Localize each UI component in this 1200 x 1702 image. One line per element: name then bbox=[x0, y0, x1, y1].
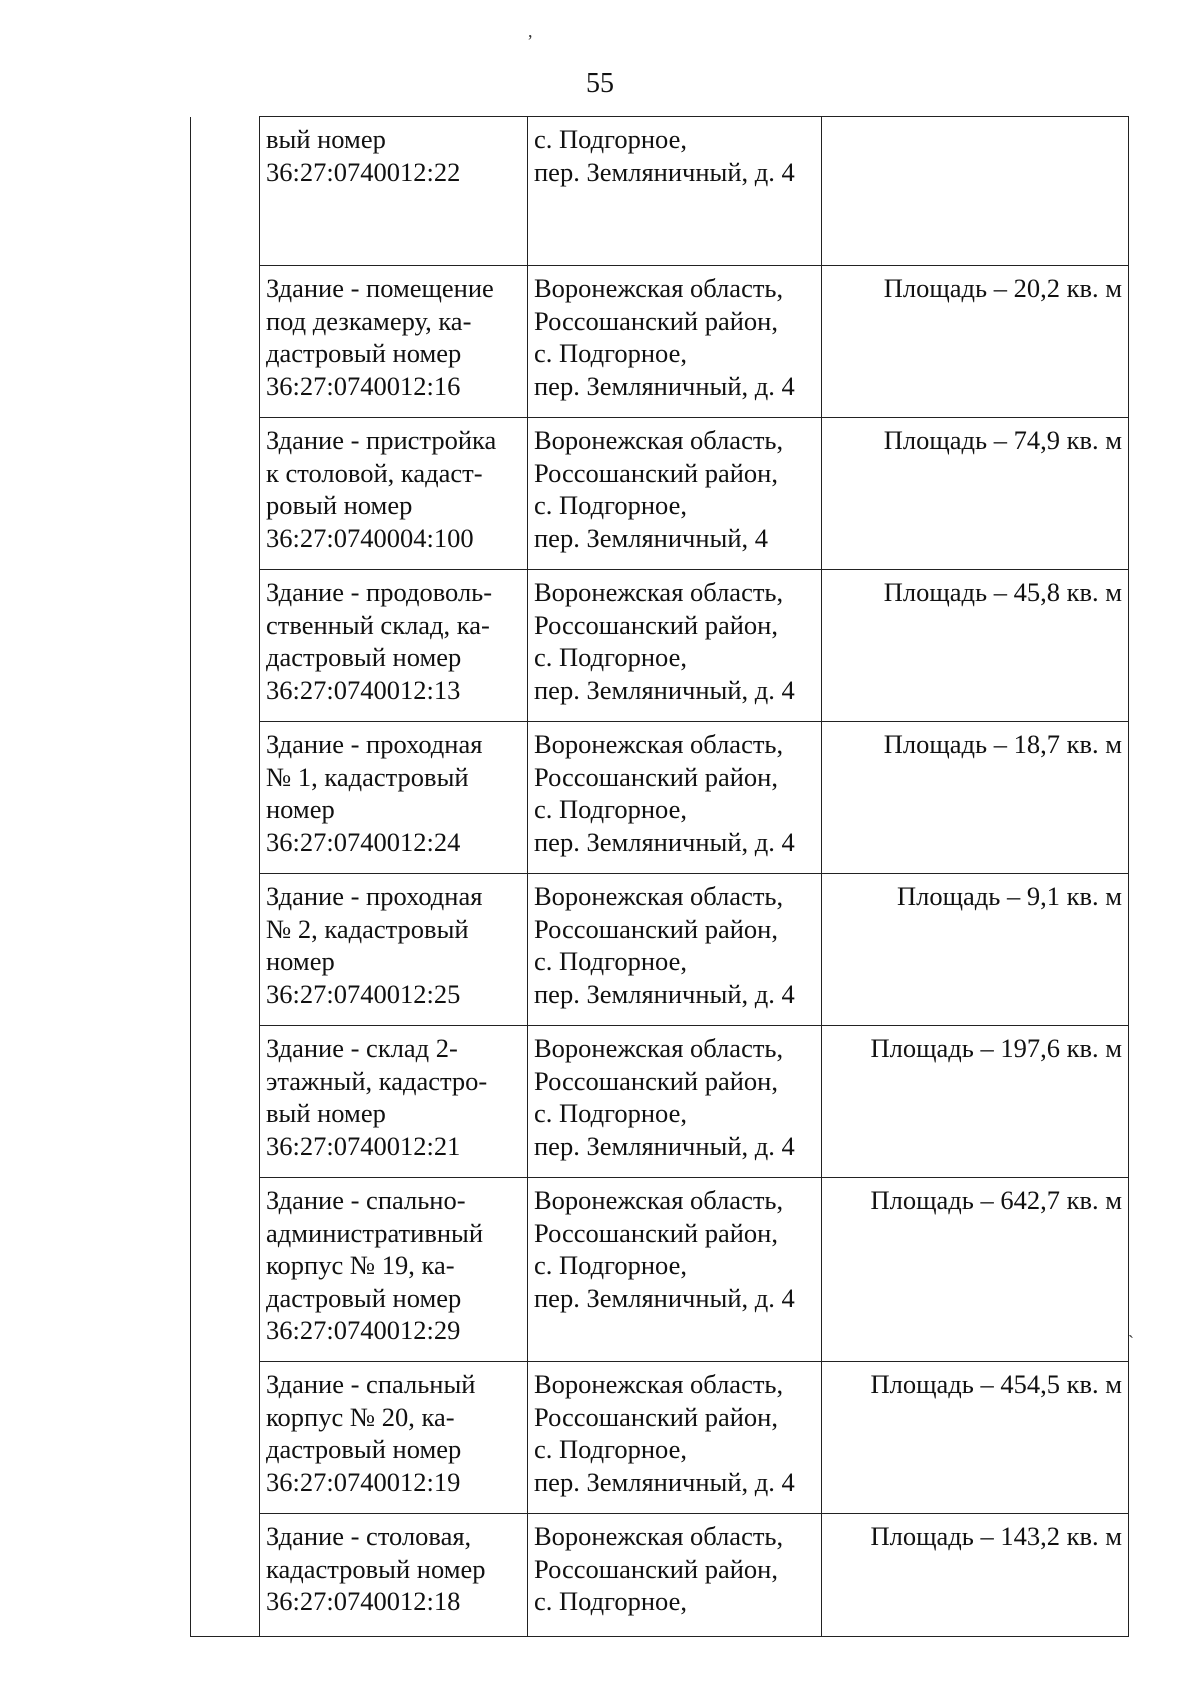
address-line: Воронежская область, bbox=[534, 1369, 784, 1399]
address-line: пер. Земляничный, д. 4 bbox=[534, 156, 795, 187]
address-line: с. Подгорное, bbox=[534, 1586, 687, 1616]
area-value: Площадь – 45,8 кв. м bbox=[883, 577, 1122, 607]
table-row bbox=[191, 570, 1129, 722]
address-line: Воронежская область, bbox=[534, 1033, 784, 1063]
address-line: с. Подгорное, bbox=[534, 946, 687, 976]
object-name-line: 36:27:0740012:24 bbox=[266, 826, 461, 857]
object-name-line: кадастровый номер bbox=[266, 1553, 486, 1584]
object-name-line: дастровый номер bbox=[266, 1282, 462, 1313]
object-name-cell bbox=[260, 570, 528, 722]
area-value: Площадь – 20,2 кв. м bbox=[883, 273, 1122, 303]
address-line: с. Подгорное, bbox=[534, 642, 687, 672]
object-name-line: 36:27:0740012:16 bbox=[266, 370, 461, 401]
address-line: пер. Земляничный, д. 4 bbox=[534, 674, 795, 705]
address-cell bbox=[528, 1178, 822, 1362]
address-line: пер. Земляничный, д. 4 bbox=[534, 826, 795, 857]
table-row bbox=[191, 117, 1129, 266]
address-cell bbox=[528, 418, 822, 570]
table-row bbox=[191, 722, 1129, 874]
object-name-line: Здание - спальный bbox=[266, 1369, 476, 1399]
object-name-line: номер bbox=[266, 946, 335, 976]
table-row bbox=[191, 418, 1129, 570]
object-name-line: Здание - столовая, bbox=[266, 1521, 472, 1551]
address-line: с. Подгорное, bbox=[534, 124, 687, 154]
area-value: Площадь – 197,6 кв. м bbox=[870, 1033, 1122, 1063]
address-cell bbox=[528, 1362, 822, 1514]
area-value: Площадь – 18,7 кв. м bbox=[883, 729, 1122, 759]
address-line: пер. Земляничный, д. 4 bbox=[534, 1130, 795, 1161]
table-row bbox=[191, 1362, 1129, 1514]
object-name-line: дастровый номер bbox=[266, 1434, 462, 1464]
object-name-line: дастровый номер bbox=[266, 338, 462, 368]
row-number-cell bbox=[191, 266, 260, 418]
area-cell bbox=[822, 1514, 1129, 1637]
address-line: Россошанский район, bbox=[534, 913, 778, 944]
object-name-cell bbox=[260, 418, 528, 570]
address-cell bbox=[528, 874, 822, 1026]
table-row bbox=[191, 266, 1129, 418]
row-number-cell bbox=[191, 874, 260, 1026]
address-cell bbox=[528, 117, 822, 266]
object-name-line: Здание - продоволь- bbox=[266, 577, 493, 607]
address-line: пер. Земляничный, д. 4 bbox=[534, 1282, 795, 1313]
area-cell bbox=[822, 874, 1129, 1026]
address-line: с. Подгорное, bbox=[534, 794, 687, 824]
object-name-line: 36:27:0740012:22 bbox=[266, 156, 461, 187]
object-name-line: ровый номер bbox=[266, 490, 413, 520]
area-cell bbox=[822, 1178, 1129, 1362]
address-line: Россошанский район, bbox=[534, 609, 778, 640]
object-name-line: вый номер bbox=[266, 1098, 386, 1128]
page-number: 55 bbox=[586, 68, 614, 99]
address-line: с. Подгорное, bbox=[534, 490, 687, 520]
object-name-cell bbox=[260, 874, 528, 1026]
object-name-cell bbox=[260, 117, 528, 266]
object-name-line: 36:27:0740012:29 bbox=[266, 1315, 461, 1345]
area-value: Площадь – 642,7 кв. м bbox=[870, 1185, 1122, 1215]
address-line: Россошанский район, bbox=[534, 1401, 778, 1432]
address-cell bbox=[528, 1026, 822, 1178]
area-cell bbox=[822, 722, 1129, 874]
address-line: Воронежская область, bbox=[534, 273, 784, 303]
row-number-cell bbox=[191, 722, 260, 874]
area-value: Площадь – 74,9 кв. м bbox=[883, 425, 1122, 455]
row-number-cell bbox=[191, 570, 260, 722]
object-name-line: Здание - проходная bbox=[266, 881, 483, 911]
scan-mark: ` bbox=[1128, 1332, 1134, 1352]
object-name-line: 36:27:0740012:18 bbox=[266, 1586, 461, 1616]
object-name-line: номер bbox=[266, 794, 335, 824]
object-name-line: административный bbox=[266, 1217, 483, 1248]
object-name-cell bbox=[260, 1026, 528, 1178]
object-name-line: дастровый номер bbox=[266, 642, 462, 672]
object-name-line: № 2, кадастровый bbox=[266, 913, 469, 944]
object-name-cell bbox=[260, 722, 528, 874]
area-cell bbox=[822, 570, 1129, 722]
area-cell bbox=[822, 266, 1129, 418]
address-line: Россошанский район, bbox=[534, 1217, 778, 1248]
address-line: с. Подгорное, bbox=[534, 1098, 687, 1128]
area-value: Площадь – 143,2 кв. м bbox=[870, 1521, 1122, 1551]
address-line: Воронежская область, bbox=[534, 577, 784, 607]
scan-mark: , bbox=[528, 21, 533, 41]
address-line: пер. Земляничный, 4 bbox=[534, 522, 769, 553]
row-number-cell bbox=[191, 1178, 260, 1362]
address-line: Воронежская область, bbox=[534, 425, 784, 455]
address-line: Россошанский район, bbox=[534, 1553, 778, 1584]
object-name-line: 36:27:0740012:19 bbox=[266, 1466, 461, 1497]
object-name-line: ственный склад, ка- bbox=[266, 609, 490, 640]
object-name-line: 36:27:0740004:100 bbox=[266, 522, 474, 553]
area-cell bbox=[822, 1362, 1129, 1514]
address-line: с. Подгорное, bbox=[534, 1434, 687, 1464]
address-line: Воронежская область, bbox=[534, 1521, 784, 1551]
object-name-line: корпус № 19, ка- bbox=[266, 1250, 455, 1280]
object-name-line: 36:27:0740012:21 bbox=[266, 1130, 461, 1161]
area-value: Площадь – 454,5 кв. м bbox=[870, 1369, 1122, 1399]
address-line: Россошанский район, bbox=[534, 761, 778, 792]
area-cell bbox=[822, 117, 1129, 266]
address-cell bbox=[528, 570, 822, 722]
address-line: пер. Земляничный, д. 4 bbox=[534, 370, 795, 401]
address-line: пер. Земляничный, д. 4 bbox=[534, 1466, 795, 1497]
object-name-cell bbox=[260, 1514, 528, 1637]
property-table-body bbox=[191, 117, 1129, 1637]
object-name-line: Здание - помещение bbox=[266, 273, 494, 303]
address-line: Россошанский район, bbox=[534, 1065, 778, 1096]
address-cell bbox=[528, 722, 822, 874]
object-name-line: 36:27:0740012:25 bbox=[266, 978, 461, 1009]
area-value: Площадь – 9,1 кв. м bbox=[896, 881, 1122, 911]
row-number-cell bbox=[191, 1362, 260, 1514]
table-row bbox=[191, 874, 1129, 1026]
property-table bbox=[190, 116, 1129, 1637]
object-name-line: 36:27:0740012:13 bbox=[266, 674, 461, 705]
object-name-line: № 1, кадастровый bbox=[266, 761, 469, 792]
area-cell bbox=[822, 1026, 1129, 1178]
object-name-line: Здание - склад 2- bbox=[266, 1033, 458, 1063]
row-number-cell bbox=[191, 418, 260, 570]
row-number-cell bbox=[191, 1026, 260, 1178]
address-line: Россошанский район, bbox=[534, 457, 778, 488]
address-cell bbox=[528, 1514, 822, 1637]
address-line: Воронежская область, bbox=[534, 1185, 784, 1215]
area-cell bbox=[822, 418, 1129, 570]
address-line: пер. Земляничный, д. 4 bbox=[534, 978, 795, 1009]
row-number-cell bbox=[191, 117, 260, 266]
object-name-line: вый номер bbox=[266, 124, 386, 154]
address-cell bbox=[528, 266, 822, 418]
object-name-cell bbox=[260, 1362, 528, 1514]
address-line: с. Подгорное, bbox=[534, 338, 687, 368]
object-name-line: к столовой, кадаст- bbox=[266, 457, 483, 488]
table-row bbox=[191, 1514, 1129, 1637]
row-number-cell bbox=[191, 1514, 260, 1637]
address-line: Воронежская область, bbox=[534, 729, 784, 759]
table-row bbox=[191, 1178, 1129, 1362]
address-line: с. Подгорное, bbox=[534, 1250, 687, 1280]
object-name-line: под дезкамеру, ка- bbox=[266, 305, 472, 336]
object-name-line: этажный, кадастро- bbox=[266, 1065, 488, 1096]
table-row bbox=[191, 1026, 1129, 1178]
address-line: Россошанский район, bbox=[534, 305, 778, 336]
object-name-cell bbox=[260, 266, 528, 418]
object-name-line: Здание - спально- bbox=[266, 1185, 466, 1215]
object-name-line: Здание - проходная bbox=[266, 729, 483, 759]
object-name-line: корпус № 20, ка- bbox=[266, 1401, 455, 1432]
object-name-cell bbox=[260, 1178, 528, 1362]
address-line: Воронежская область, bbox=[534, 881, 784, 911]
object-name-line: Здание - пристройка bbox=[266, 425, 497, 455]
